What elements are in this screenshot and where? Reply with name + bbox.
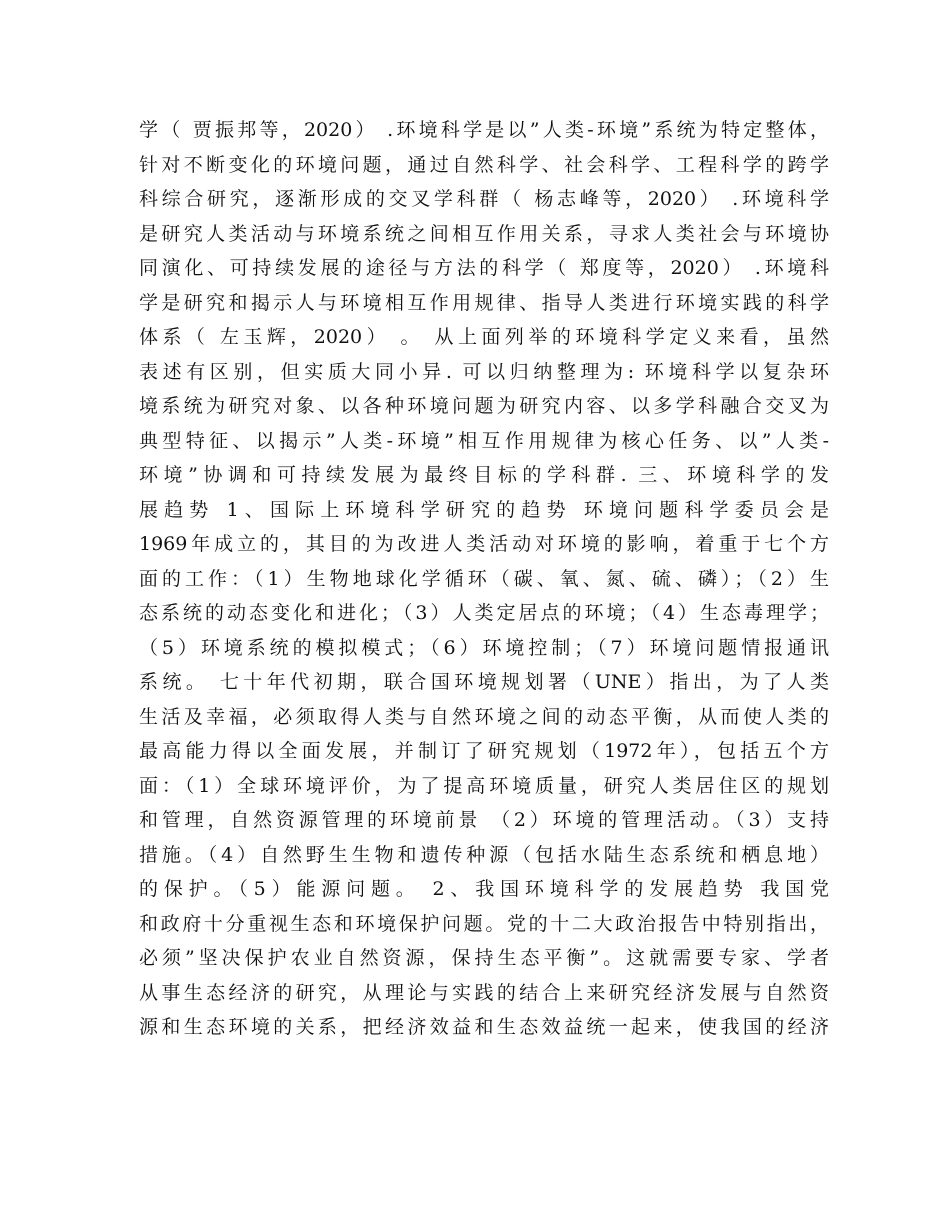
body-text	[139, 113, 829, 1045]
text-line: 学（ 贾振邦等，2020） .环境科学是以”人类-环境”系统为特定整体，	[139, 119, 829, 141]
text-line: 同演化、可持续发展的途径与方法的科学（ 郑度等，2020） .环境科	[139, 257, 829, 279]
text-line: 科综合研究，逐渐形成的交叉学科群（ 杨志峰等，2020） .环境科学	[139, 188, 829, 210]
text-line: 措施。（4）自然野生生物和遗传种源（包括水陆生态系统和栖息地）	[139, 843, 829, 866]
text-line: 表述有区别，但实质大同小异. 可以归纳整理为: 环境科学以复杂环	[139, 360, 829, 383]
text-line: 体系（ 左玉辉，2020） 。 从上面列举的环境科学定义来看，虽然	[139, 326, 829, 348]
text-line: 和管理，自然资源管理的环境前景 （2）环境的管理活动。（3）支持	[139, 809, 829, 831]
text-line: 从事生态经济的研究，从理论与实践的结合上来研究经济发展与自然资	[139, 981, 829, 1004]
text-line: 1969年成立的，其目的为改进人类活动对环境的影响，着重于七个方	[139, 533, 829, 555]
text-line: 最高能力得以全面发展，并制订了研究规划（1972年），包括五个方	[139, 740, 829, 762]
text-line: 源和生态环境的关系，把经济效益和生态效益统一起来，使我国的经济	[139, 1016, 829, 1038]
text-line: 面的工作：（1）生物地球化学循环（碳、氧、氮、硫、磷）；（2）生	[139, 567, 829, 590]
text-line: （5）环境系统的模拟模式；（6）环境控制；（7）环境问题情报通讯	[139, 636, 829, 659]
text-line: 典型特征、以揭示”人类-环境”相互作用规律为核心任务、以”人类-	[139, 429, 829, 452]
text-line: 针对不断变化的环境问题，通过自然科学、社会科学、工程科学的跨学	[139, 153, 829, 176]
text-line: 和政府十分重视生态和环境保护问题。党的十二大政治报告中特别指出，	[139, 912, 829, 935]
text-line: 生活及幸福，必须取得人类与自然环境之间的动态平衡，从而使人类的	[139, 705, 829, 728]
text-line: 境系统为研究对象、以各种环境问题为研究内容、以多学科融合交叉为	[139, 395, 829, 417]
text-line: 是研究人类活动与环境系统之间相互作用关系，寻求人类社会与环境协	[139, 222, 829, 245]
text-line: 系统。 七十年代初期，联合国环境规划署（UNE）指出，为了人类	[139, 671, 829, 693]
text-line: 的保护。（5）能源问题。 2、我国环境科学的发展趋势 我国党	[139, 878, 829, 900]
text-line: 环境”协调和可持续发展为最终目标的学科群. 三、环境科学的发	[139, 464, 829, 486]
text-line: 面：（1）全球环境评价，为了提高环境质量，研究人类居住区的规划	[139, 774, 829, 797]
text-line: 态系统的动态变化和进化；（3）人类定居点的环境；（4）生态毒理学；	[139, 602, 829, 624]
text-line: 展趋势 1、国际上环境科学研究的趋势 环境问题科学委员会是	[139, 498, 829, 521]
text-line: 学是研究和揭示人与环境相互作用规律、指导人类进行环境实践的科学	[139, 291, 829, 314]
text-line: 必须”坚决保护农业自然资源，保持生态平衡”。这就需要专家、学者	[139, 947, 829, 969]
